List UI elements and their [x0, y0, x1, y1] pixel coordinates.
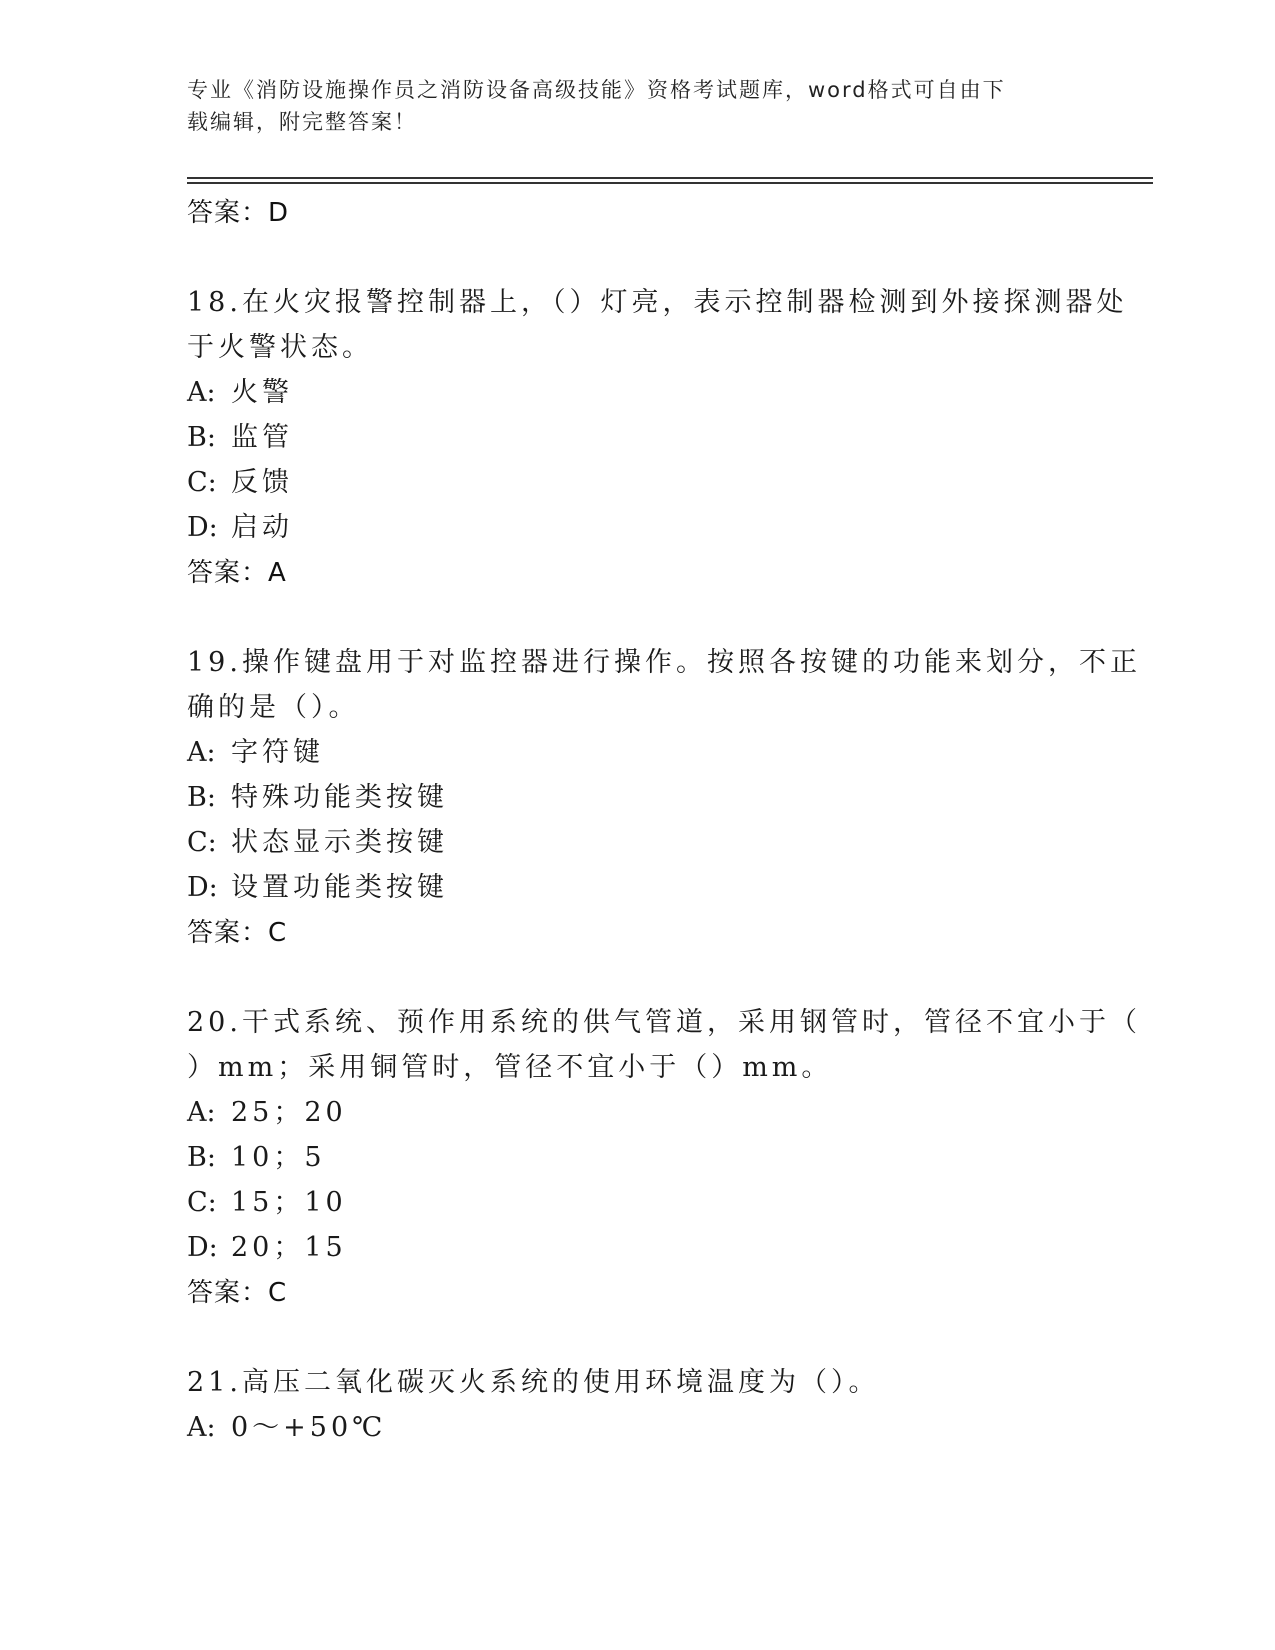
header-divider-top: [187, 177, 1153, 179]
option-text: 字符键: [231, 737, 324, 768]
option-key: A:: [187, 1412, 216, 1443]
option-text: 25；20: [231, 1097, 347, 1128]
option-text: 反馈: [231, 467, 293, 498]
question-18: [187, 280, 1128, 596]
option-a: [187, 370, 1087, 415]
option-key: A:: [187, 1097, 216, 1128]
option-b: [187, 1135, 1087, 1180]
spacer: [187, 1316, 1087, 1360]
option-c: [187, 1180, 1087, 1225]
question-20: [187, 1000, 1141, 1316]
option-d: [187, 1225, 1087, 1270]
option-d: [187, 505, 1087, 550]
question-stem: [187, 640, 1141, 730]
question-19: [187, 640, 1141, 956]
option-text: 10；5: [231, 1142, 326, 1173]
option-key: D:: [187, 872, 218, 903]
option-text: 15；10: [231, 1187, 347, 1218]
option-a: [187, 730, 1087, 775]
spacer: [187, 956, 1087, 1000]
question-stem: [187, 1360, 1087, 1405]
question-stem-line: 21.高压二氧化碳灭火系统的使用环境温度为（）。: [187, 1367, 880, 1398]
option-b: [187, 415, 1087, 460]
answer: 答案：C: [187, 918, 288, 948]
question-stem-line: 于火警状态。: [187, 332, 373, 363]
question-stem: [187, 1000, 1141, 1090]
option-c: [187, 460, 1087, 505]
option-c: [187, 820, 1087, 865]
option-a: [187, 1090, 1087, 1135]
question-stem-line: ）mm；采用铜管时，管径不宜小于（）mm。: [187, 1052, 833, 1083]
question-stem-line: 20.干式系统、预作用系统的供气管道，采用钢管时，管径不宜小于（: [187, 1007, 1141, 1038]
option-d: [187, 865, 1087, 910]
answer: 答案：A: [187, 558, 287, 588]
header-line-2: 载编辑，附完整答案！: [187, 110, 417, 134]
spacer: [187, 236, 1087, 280]
option-key: C:: [187, 467, 217, 498]
option-text: 20；15: [231, 1232, 347, 1263]
option-key: D:: [187, 512, 218, 543]
question-stem-line: 确的是（）。: [187, 692, 360, 723]
option-text: 状态显示类按键: [231, 827, 448, 858]
option-text: 特殊功能类按键: [231, 782, 448, 813]
option-text: 设置功能类按键: [231, 872, 448, 903]
option-key: B:: [187, 422, 216, 453]
option-key: B:: [187, 1142, 216, 1173]
option-key: A:: [187, 377, 216, 408]
option-key: C:: [187, 1187, 217, 1218]
header-line-1: 专业《消防设施操作员之消防设备高级技能》资格考试题库，word格式可自由下: [187, 78, 1006, 102]
spacer: [187, 596, 1087, 640]
document-header: [187, 74, 1067, 138]
option-key: D:: [187, 1232, 218, 1263]
question-stem: [187, 280, 1128, 370]
question-list: [187, 190, 1141, 1450]
option-a: [187, 1405, 1087, 1450]
header-divider-bottom: [187, 182, 1153, 184]
option-b: [187, 775, 1087, 820]
answer: 答案：C: [187, 1278, 288, 1308]
option-key: C:: [187, 827, 217, 858]
option-text: 启动: [231, 512, 293, 543]
option-text: 火警: [231, 377, 293, 408]
question-21: [187, 1360, 1087, 1450]
answer-previous: 答案：D: [187, 198, 290, 228]
question-stem-line: 19.操作键盘用于对监控器进行操作。按照各按键的功能来划分，不正: [187, 647, 1141, 678]
option-key: A:: [187, 737, 216, 768]
question-stem-line: 18.在火灾报警控制器上，（）灯亮，表示控制器检测到外接探测器处: [187, 287, 1128, 318]
option-text: 0～+50℃: [231, 1412, 387, 1443]
option-text: 监管: [231, 422, 293, 453]
option-key: B:: [187, 782, 216, 813]
